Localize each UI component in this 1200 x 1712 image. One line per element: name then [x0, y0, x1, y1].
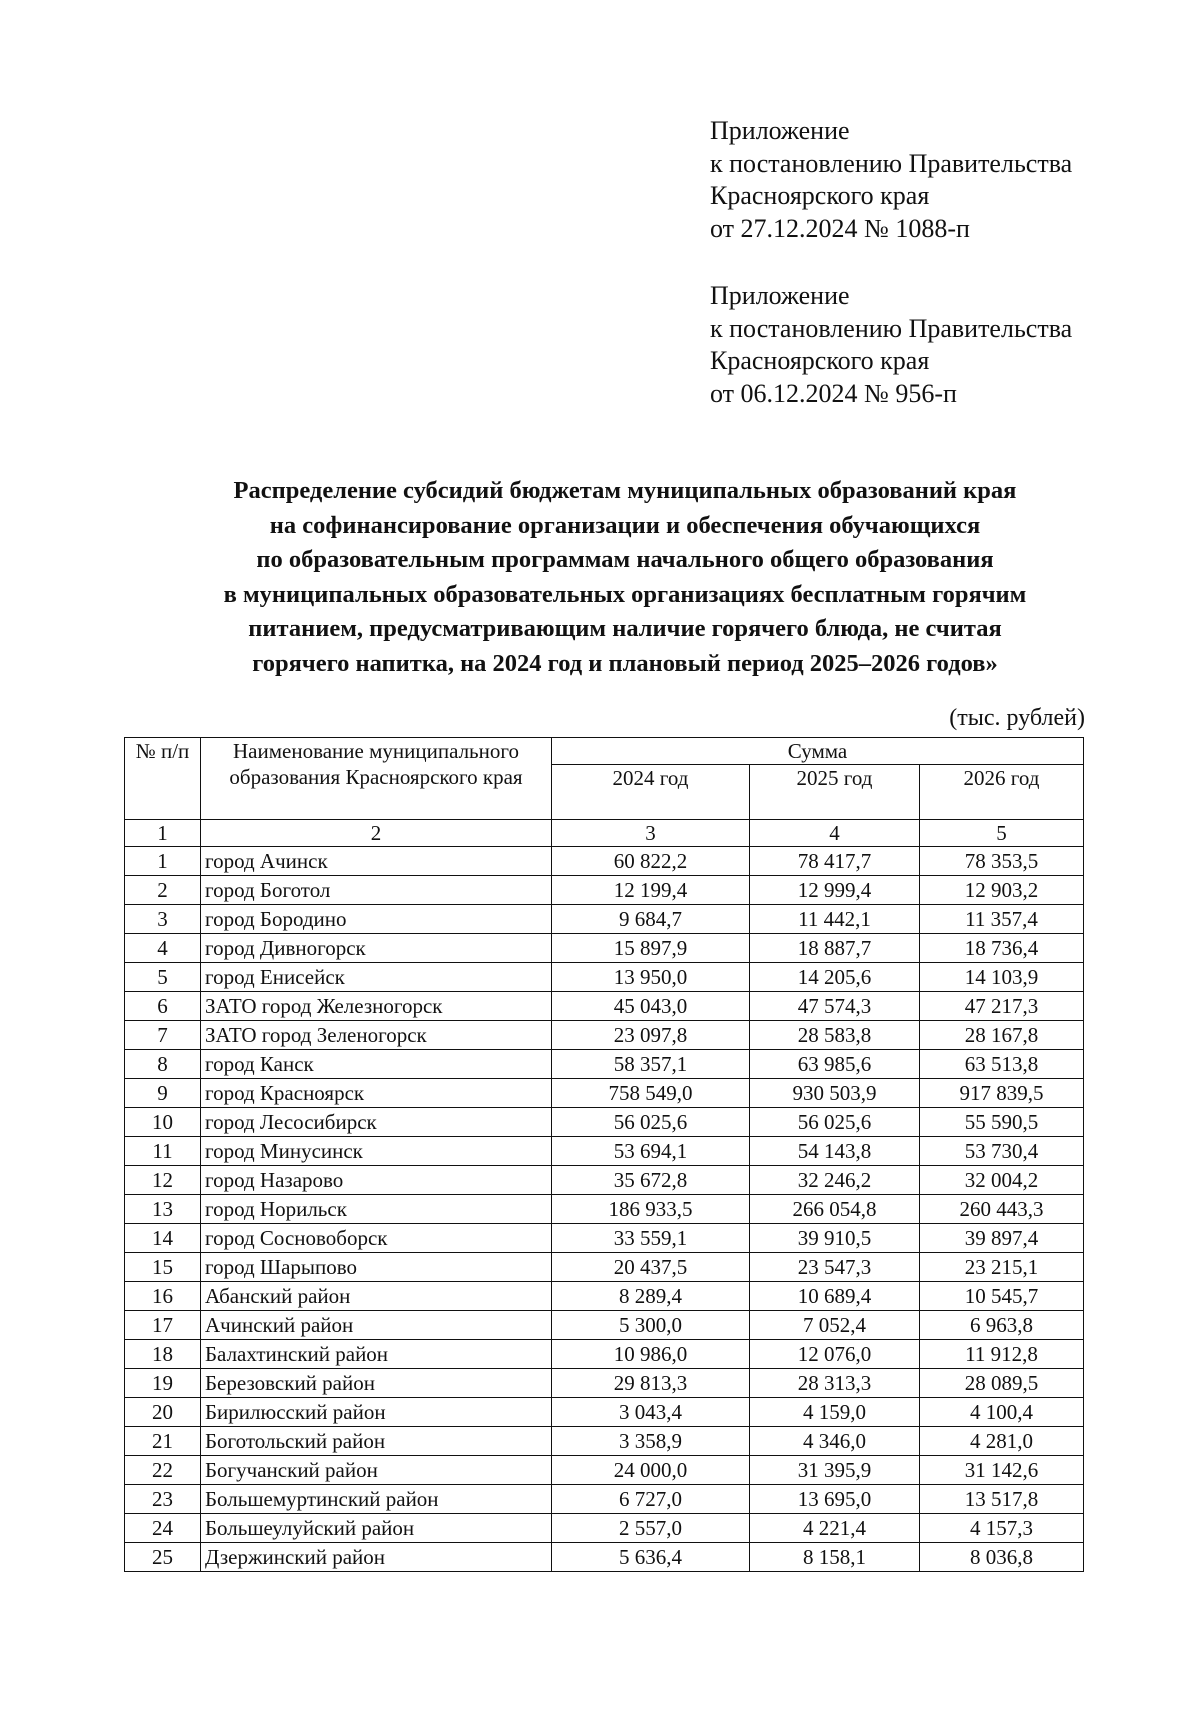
municipality-name: город Сосновоборск	[201, 1224, 552, 1253]
value-2026: 55 590,5	[920, 1108, 1084, 1137]
row-number: 18	[125, 1340, 201, 1369]
municipality-name: город Дивногорск	[201, 934, 552, 963]
row-number: 22	[125, 1456, 201, 1485]
value-2026: 10 545,7	[920, 1282, 1084, 1311]
value-2024: 5 300,0	[552, 1311, 750, 1340]
appendix-line: к постановлению Правительства	[710, 313, 1073, 343]
value-2026: 18 736,4	[920, 934, 1084, 963]
header-num: № п/п	[125, 738, 201, 820]
header-year-2024: 2024 год	[552, 765, 750, 820]
value-2025: 12 999,4	[750, 876, 920, 905]
value-2025: 4 159,0	[750, 1398, 920, 1427]
value-2024: 45 043,0	[552, 992, 750, 1021]
title-line: в муниципальных образовательных организациях бесплатным горячим	[223, 580, 1027, 608]
row-number: 8	[125, 1050, 201, 1079]
unit-label: (тыс. рублей)	[949, 705, 1085, 731]
value-2026: 11 357,4	[920, 905, 1084, 934]
value-2025: 4 346,0	[750, 1427, 920, 1456]
value-2026: 8 036,8	[920, 1543, 1084, 1572]
value-2024: 53 694,1	[552, 1137, 750, 1166]
municipality-name: город Шарыпово	[201, 1253, 552, 1282]
row-number: 23	[125, 1485, 201, 1514]
value-2025: 18 887,7	[750, 934, 920, 963]
row-number: 7	[125, 1021, 201, 1050]
value-2025: 31 395,9	[750, 1456, 920, 1485]
row-number: 12	[125, 1166, 201, 1195]
title-line: по образовательным программам начального общего образования	[256, 546, 994, 573]
table-row	[125, 1340, 1084, 1369]
header-name: Наименование муниципального образования Красноярского края	[201, 738, 552, 820]
table-row	[125, 934, 1084, 963]
value-2026: 28 167,8	[920, 1021, 1084, 1050]
value-2026: 23 215,1	[920, 1253, 1084, 1282]
municipality-name: город Назарово	[201, 1166, 552, 1195]
row-number: 11	[125, 1137, 201, 1166]
municipality-name: город Боготол	[201, 876, 552, 905]
appendix-line: Красноярского края	[710, 346, 930, 375]
value-2026: 6 963,8	[920, 1311, 1084, 1340]
subsidy-table	[124, 737, 1084, 1572]
table-row	[125, 847, 1084, 876]
value-2024: 20 437,5	[552, 1253, 750, 1282]
table-row	[125, 1253, 1084, 1282]
row-number: 17	[125, 1311, 201, 1340]
municipality-name: город Бородино	[201, 905, 552, 934]
value-2025: 8 158,1	[750, 1543, 920, 1572]
column-index: 3	[552, 820, 750, 847]
title-line: Распределение субсидий бюджетам муниципальных образований края	[233, 477, 1017, 504]
municipality-name: Боготольский район	[201, 1427, 552, 1456]
value-2026: 28 089,5	[920, 1369, 1084, 1398]
value-2025: 56 025,6	[750, 1108, 920, 1137]
title-line: питанием, предусматривающим наличие горячего блюда, не считая	[248, 615, 1002, 642]
appendix-line: к постановлению Правительства	[710, 148, 1073, 178]
value-2025: 78 417,7	[750, 847, 920, 876]
table-row	[125, 1137, 1084, 1166]
value-2024: 24 000,0	[552, 1456, 750, 1485]
header-year-2026: 2026 год	[920, 765, 1084, 820]
table-row	[125, 1079, 1084, 1108]
appendix-block-2	[710, 280, 1072, 410]
column-index: 1	[125, 820, 201, 847]
appendix-line: Приложение	[710, 281, 850, 310]
value-2026: 11 912,8	[920, 1340, 1084, 1369]
value-2024: 58 357,1	[552, 1050, 750, 1079]
municipality-name: Большемуртинский район	[201, 1485, 552, 1514]
column-index: 2	[201, 820, 552, 847]
row-number: 10	[125, 1108, 201, 1137]
municipality-name: Бирилюсский район	[201, 1398, 552, 1427]
table-row	[125, 1543, 1084, 1572]
value-2026: 14 103,9	[920, 963, 1084, 992]
row-number: 1	[125, 847, 201, 876]
row-number: 6	[125, 992, 201, 1021]
row-number: 20	[125, 1398, 201, 1427]
value-2025: 7 052,4	[750, 1311, 920, 1340]
value-2025: 4 221,4	[750, 1514, 920, 1543]
row-number: 4	[125, 934, 201, 963]
municipality-name: Дзержинский район	[201, 1543, 552, 1572]
appendix-line: от 06.12.2024 № 956-п	[710, 378, 957, 408]
row-number: 15	[125, 1253, 201, 1282]
value-2024: 8 289,4	[552, 1282, 750, 1311]
value-2024: 12 199,4	[552, 876, 750, 905]
row-number: 9	[125, 1079, 201, 1108]
municipality-name: Большеулуйский район	[201, 1514, 552, 1543]
value-2024: 2 557,0	[552, 1514, 750, 1543]
table-row	[125, 1195, 1084, 1224]
value-2025: 39 910,5	[750, 1224, 920, 1253]
title-line: на софинансирование организации и обеспечения обучающихся	[269, 511, 981, 539]
table-row	[125, 1050, 1084, 1079]
table-row	[125, 1108, 1084, 1137]
row-number: 21	[125, 1427, 201, 1456]
table-row	[125, 963, 1084, 992]
value-2024: 60 822,2	[552, 847, 750, 876]
value-2025: 23 547,3	[750, 1253, 920, 1282]
column-index-row	[125, 820, 1084, 847]
municipality-name: город Ачинск	[201, 847, 552, 876]
value-2024: 6 727,0	[552, 1485, 750, 1514]
row-number: 14	[125, 1224, 201, 1253]
appendix-line: Красноярского края	[710, 181, 930, 210]
row-number: 3	[125, 905, 201, 934]
value-2026: 31 142,6	[920, 1456, 1084, 1485]
value-2026: 4 281,0	[920, 1427, 1084, 1456]
header-sum: Сумма	[552, 738, 1084, 765]
municipality-name: Богучанский район	[201, 1456, 552, 1485]
value-2024: 186 933,5	[552, 1195, 750, 1224]
value-2026: 39 897,4	[920, 1224, 1084, 1253]
table-row	[125, 992, 1084, 1021]
row-number: 5	[125, 963, 201, 992]
table-row	[125, 1282, 1084, 1311]
appendix-line: Приложение	[710, 116, 850, 145]
table-row	[125, 905, 1084, 934]
table-row	[125, 876, 1084, 905]
value-2026: 917 839,5	[920, 1079, 1084, 1108]
column-index: 5	[920, 820, 1084, 847]
value-2025: 32 246,2	[750, 1166, 920, 1195]
value-2024: 5 636,4	[552, 1543, 750, 1572]
table-row	[125, 1021, 1084, 1050]
value-2024: 23 097,8	[552, 1021, 750, 1050]
value-2025: 14 205,6	[750, 963, 920, 992]
municipality-name: ЗАТО город Зеленогорск	[201, 1021, 552, 1050]
municipality-name: ЗАТО город Железногорск	[201, 992, 552, 1021]
value-2024: 3 043,4	[552, 1398, 750, 1427]
table-row	[125, 1398, 1084, 1427]
row-number: 2	[125, 876, 201, 905]
municipality-name: город Минусинск	[201, 1137, 552, 1166]
value-2024: 13 950,0	[552, 963, 750, 992]
value-2026: 63 513,8	[920, 1050, 1084, 1079]
value-2024: 9 684,7	[552, 905, 750, 934]
value-2025: 28 583,8	[750, 1021, 920, 1050]
value-2026: 53 730,4	[920, 1137, 1084, 1166]
value-2026: 260 443,3	[920, 1195, 1084, 1224]
municipality-name: город Енисейск	[201, 963, 552, 992]
table-row	[125, 1514, 1084, 1543]
value-2025: 10 689,4	[750, 1282, 920, 1311]
value-2026: 13 517,8	[920, 1485, 1084, 1514]
value-2025: 54 143,8	[750, 1137, 920, 1166]
municipality-name: город Норильск	[201, 1195, 552, 1224]
value-2026: 78 353,5	[920, 847, 1084, 876]
table-row	[125, 1485, 1084, 1514]
value-2026: 12 903,2	[920, 876, 1084, 905]
appendix-block-1	[710, 115, 1072, 245]
value-2025: 12 076,0	[750, 1340, 920, 1369]
value-2024: 35 672,8	[552, 1166, 750, 1195]
value-2024: 10 986,0	[552, 1340, 750, 1369]
row-number: 24	[125, 1514, 201, 1543]
value-2024: 33 559,1	[552, 1224, 750, 1253]
value-2025: 13 695,0	[750, 1485, 920, 1514]
header-year-2025: 2025 год	[750, 765, 920, 820]
row-number: 19	[125, 1369, 201, 1398]
table-row	[125, 1224, 1084, 1253]
title-line: горячего напитка, на 2024 год и плановый период 2025–2026 годов»	[252, 649, 998, 677]
table-row	[125, 1311, 1084, 1340]
value-2026: 47 217,3	[920, 992, 1084, 1021]
table-row	[125, 1427, 1084, 1456]
value-2024: 15 897,9	[552, 934, 750, 963]
row-number: 25	[125, 1543, 201, 1572]
value-2024: 56 025,6	[552, 1108, 750, 1137]
value-2026: 4 100,4	[920, 1398, 1084, 1427]
table-row	[125, 1166, 1084, 1195]
appendix-line: от 27.12.2024 № 1088-п	[710, 213, 970, 243]
row-number: 16	[125, 1282, 201, 1311]
value-2026: 4 157,3	[920, 1514, 1084, 1543]
municipality-name: Абанский район	[201, 1282, 552, 1311]
column-index: 4	[750, 820, 920, 847]
value-2025: 28 313,3	[750, 1369, 920, 1398]
row-number: 13	[125, 1195, 201, 1224]
value-2025: 266 054,8	[750, 1195, 920, 1224]
table-row	[125, 1456, 1084, 1485]
municipality-name: Балахтинский район	[201, 1340, 552, 1369]
municipality-name: Березовский район	[201, 1369, 552, 1398]
municipality-name: Ачинский район	[201, 1311, 552, 1340]
table-row	[125, 1369, 1084, 1398]
value-2024: 29 813,3	[552, 1369, 750, 1398]
municipality-name: город Канск	[201, 1050, 552, 1079]
value-2024: 3 358,9	[552, 1427, 750, 1456]
value-2025: 11 442,1	[750, 905, 920, 934]
value-2024: 758 549,0	[552, 1079, 750, 1108]
document-title	[80, 474, 1170, 681]
value-2025: 47 574,3	[750, 992, 920, 1021]
value-2025: 930 503,9	[750, 1079, 920, 1108]
municipality-name: город Лесосибирск	[201, 1108, 552, 1137]
value-2026: 32 004,2	[920, 1166, 1084, 1195]
value-2025: 63 985,6	[750, 1050, 920, 1079]
municipality-name: город Красноярск	[201, 1079, 552, 1108]
